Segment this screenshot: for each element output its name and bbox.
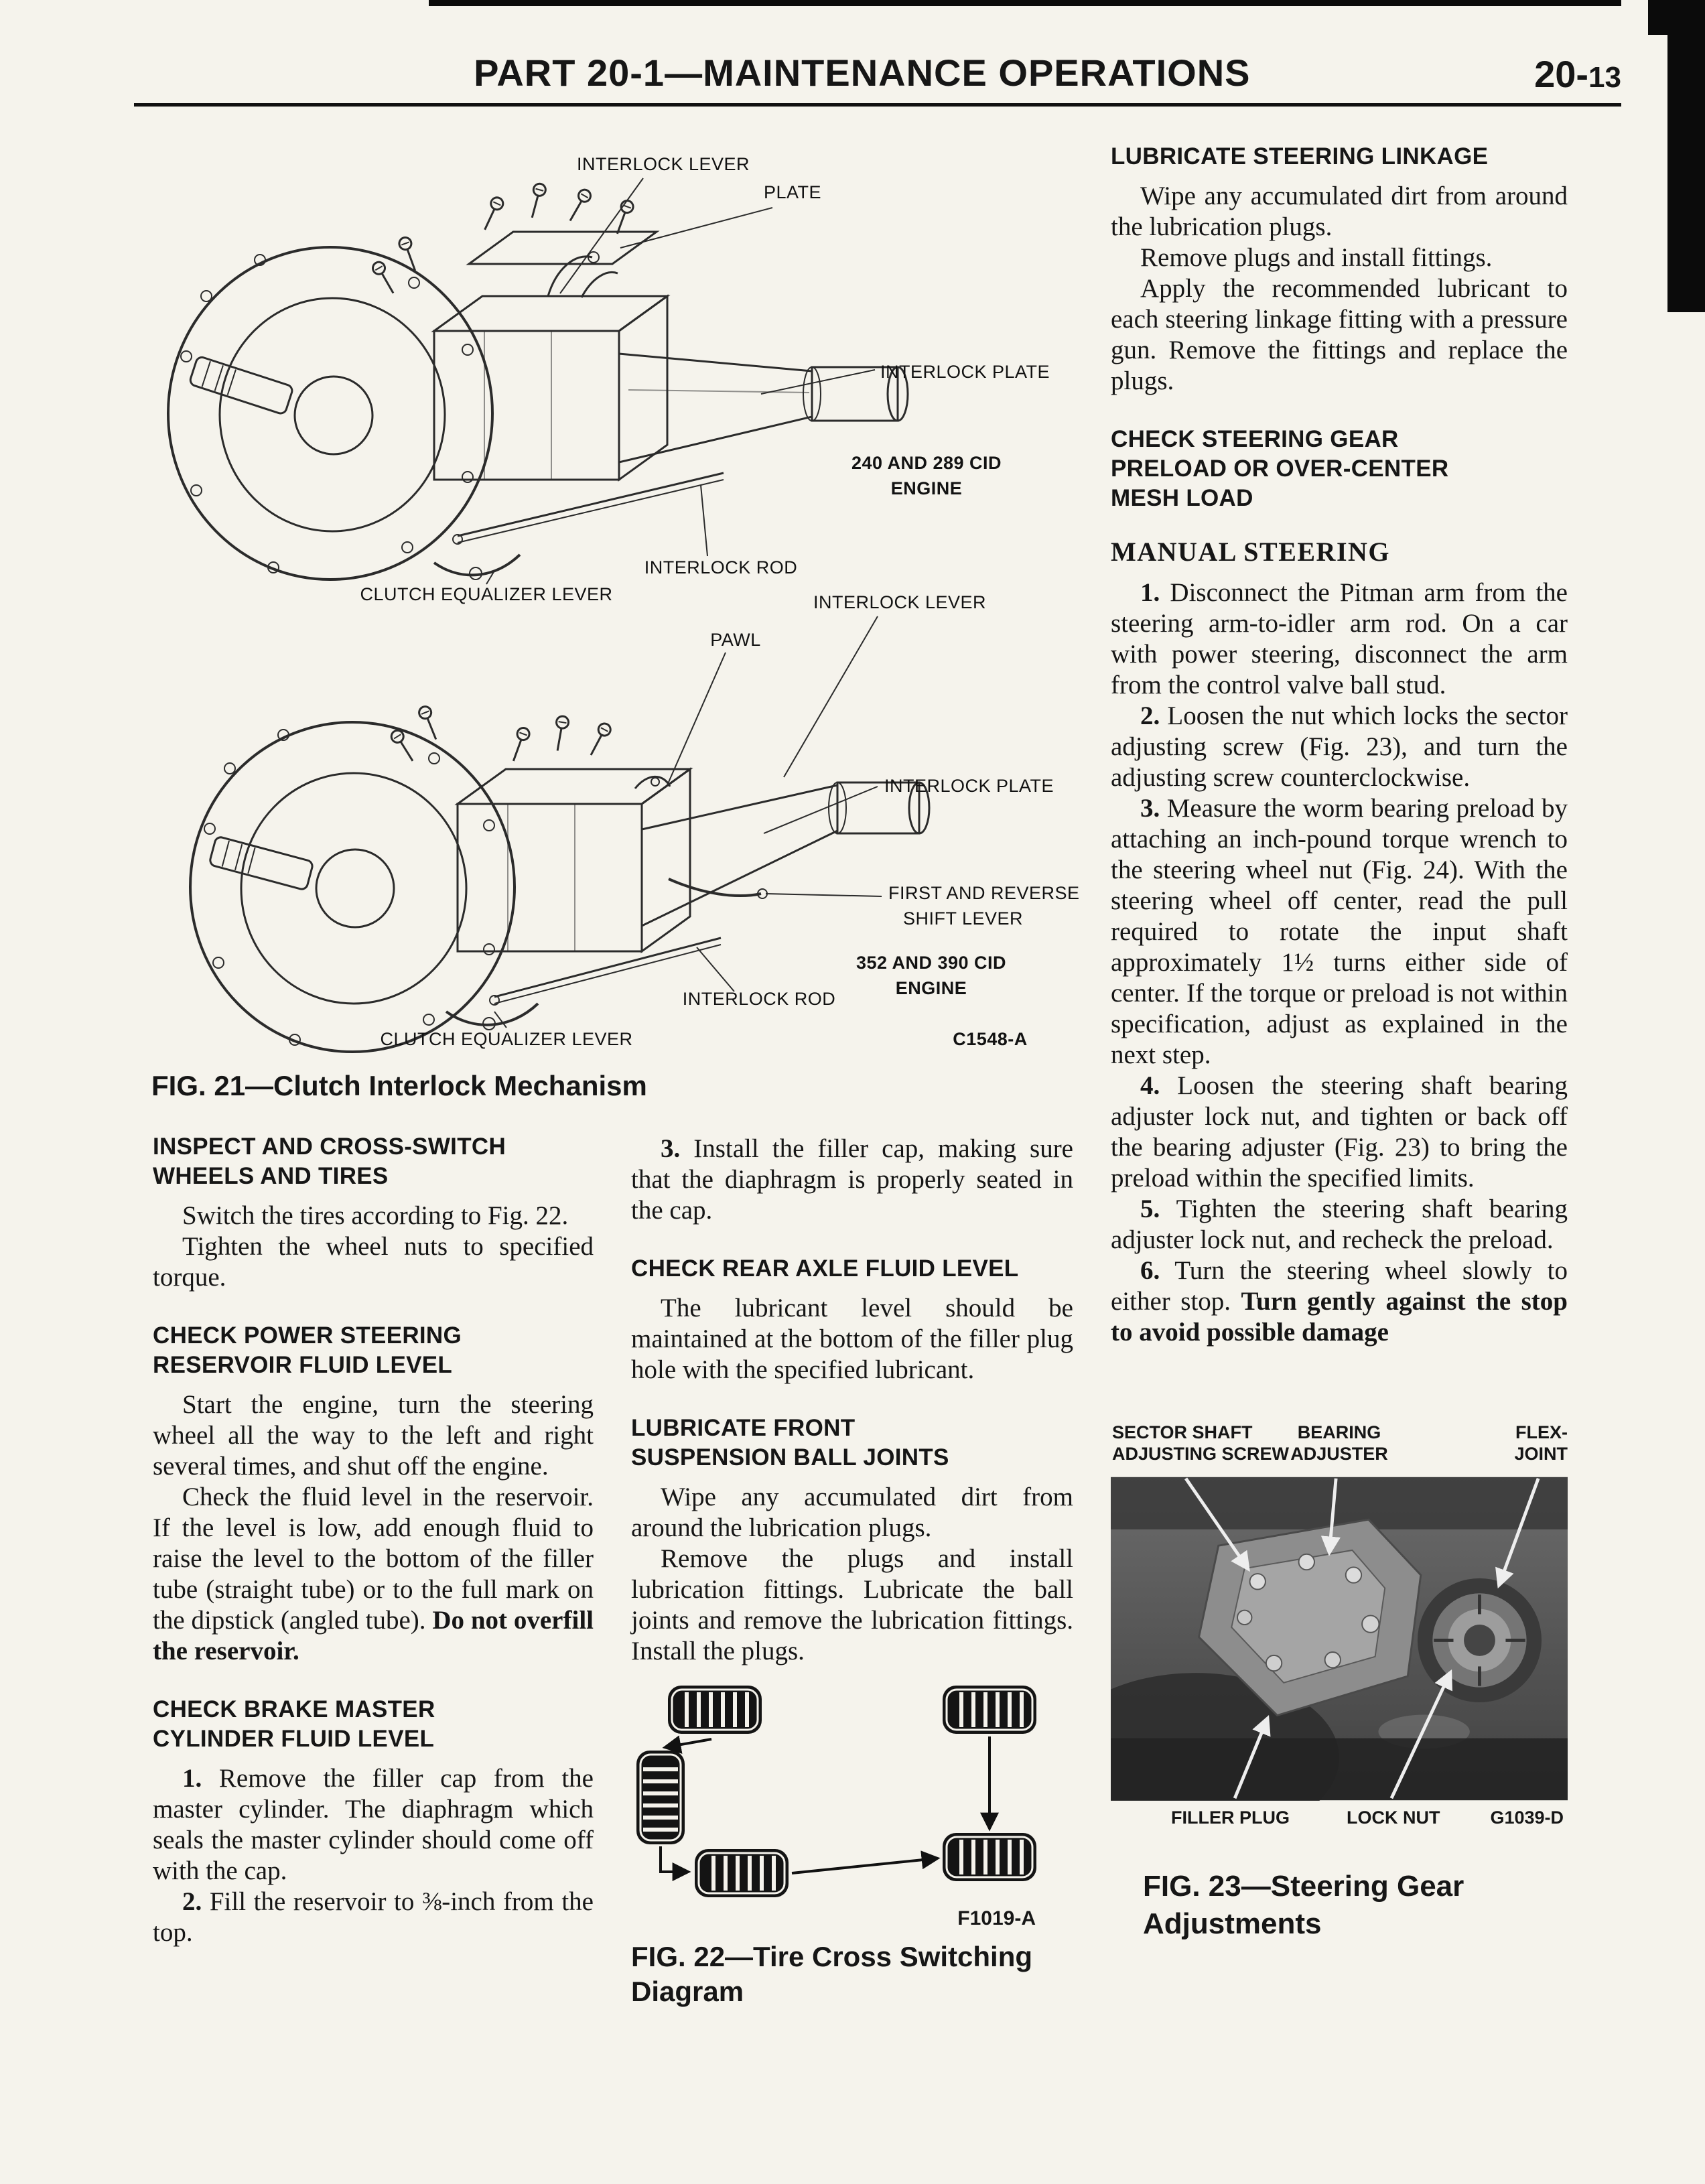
flex-joint-part: [1418, 1578, 1542, 1702]
steering-gear-photo: [1111, 1477, 1568, 1801]
fig21-label-engine-bottom-line2: ENGINE: [895, 978, 967, 998]
figure-23: [1111, 1422, 1568, 1943]
label-lock-nut: LOCK NUT: [1347, 1807, 1440, 1828]
step-number: 1.: [182, 1764, 202, 1793]
label-line: JOINT: [1514, 1444, 1568, 1464]
heading-inspect-cross-switch: [153, 1132, 594, 1191]
step-paragraph: [153, 1763, 594, 1887]
scan-artifact-right-strip: [1667, 0, 1705, 312]
label-line: ADJUSTER: [1290, 1444, 1388, 1464]
clutch-equalizer-part: [434, 555, 520, 579]
step-paragraph: [1111, 577, 1568, 701]
paragraph-text: Check the fluid level in the reservoir. If the level is low, add enough fluid to raise the level to the bottom of the filler tube (straight tube) or to the full mark on the dipstick (angled tube).: [153, 1483, 594, 1635]
paragraph-bold-text: Turn gently against the stop to avoid possible damage: [1111, 1287, 1568, 1347]
heading-line: PRELOAD OR OVER-CENTER: [1111, 456, 1449, 482]
paragraph: Start the engine, turn the steering wheel all the way to the left and right several times, and shut off the engine.: [153, 1390, 594, 1481]
fig21-label-engine-top-line2: ENGINE: [890, 478, 963, 498]
header-rule: [134, 103, 1621, 107]
paragraph: Remove the plugs and install lubrication fittings. Lubricate the ball joints and remove the lubrication fittings. Install the plugs.: [631, 1544, 1073, 1665]
heading-front-suspension-ball-joints: [631, 1414, 1073, 1473]
column-right: [1111, 142, 1568, 1943]
paragraph: The lubricant level should be maintained at the bottom of the filler plug hole with the specified lubricant.: [631, 1294, 1073, 1384]
paragraph-text: Tighten the steering shaft bearing adjuster lock nut, and recheck the preload.: [1111, 1195, 1568, 1254]
figure-23-caption: [1111, 1868, 1568, 1943]
heading-line: CHECK STEERING GEAR: [1111, 426, 1399, 452]
label-bearing-adjuster: [1290, 1422, 1388, 1464]
cover-plate: [370, 182, 657, 296]
paragraph: Switch the tires according to Fig. 22.: [182, 1201, 569, 1230]
fig21-label-interlock-lever-top: INTERLOCK LEVER: [576, 154, 750, 174]
step-number: 6.: [1140, 1256, 1160, 1285]
transmission-240-289: [168, 154, 1050, 604]
heading-line: INSPECT AND CROSS-SWITCH: [153, 1134, 506, 1160]
title-dash: —: [665, 52, 703, 94]
step-number: 4.: [1140, 1071, 1160, 1100]
paragraph-text: Loosen the steering shaft bearing adjuster lock nut, and tighten or back off the bearing adjuster (Fig. 23) to bring the preload within the specified limits.: [1111, 1071, 1568, 1192]
page-number-minor: 13: [1588, 61, 1621, 94]
caption-line: FIG. 22—Tire Cross Switching: [631, 1941, 1033, 1972]
heading-lubricate-steering-linkage: [1111, 142, 1568, 172]
label-line: FLEX-: [1515, 1422, 1568, 1442]
paragraph-text: Loosen the nut which locks the sector adjusting screw (Fig. 23), and turn the adjusting screw counterclockwise.: [1111, 701, 1568, 792]
step-number: 2.: [1140, 701, 1160, 730]
clutch-interlock-illustration: [119, 129, 1097, 1063]
heading-line: LUBRICATE STEERING LINKAGE: [1111, 143, 1489, 169]
paragraph-bold-text: Do not overfill the reservoir.: [153, 1606, 594, 1665]
bell-housing-2: [190, 722, 515, 1052]
page-header: [134, 51, 1621, 99]
heading-line: CHECK POWER STEERING: [153, 1322, 462, 1349]
figure-22-code: F1019-A: [957, 1907, 1036, 1929]
paragraph: [153, 1482, 594, 1667]
paragraph: Tighten the wheel nuts to specified torque.: [153, 1232, 594, 1292]
paragraph: Wipe any accumulated dirt from around the lubrication plugs.: [631, 1483, 1073, 1542]
heading-line: CYLINDER FLUID LEVEL: [153, 1726, 435, 1752]
transmission-352-390: [190, 592, 1080, 1052]
scan-artifact-top-strip: [429, 0, 1621, 6]
fig21-label-clutch-equalizer-top: CLUTCH EQUALIZER LEVER: [360, 584, 613, 604]
paragraph-text: Turn the steering wheel slowly to either stop.: [1111, 1256, 1568, 1316]
heading-line: CHECK BRAKE MASTER: [153, 1696, 435, 1722]
figure-23-bottom-labels: [1111, 1807, 1568, 1833]
tire-rear-left: [695, 1849, 789, 1897]
figure-23-code: G1039-D: [1490, 1807, 1564, 1828]
leader-lines-bottom: [494, 616, 882, 1028]
column-left: [153, 1132, 594, 1948]
paragraph-text: Fill the reservoir to ⅜-inch from the top.: [153, 1887, 594, 1947]
paragraph-text: Disconnect the Pitman arm from the steering arm-to-idler arm rod. On a car with power steering, disconnect the arm from the control valve ball stud.: [1111, 578, 1568, 699]
interlock-lever-part: [548, 252, 618, 297]
fig21-label-interlock-rod-top: INTERLOCK ROD: [644, 557, 798, 577]
leader-lines-top: [486, 178, 875, 584]
heading-rear-axle-fluid: [631, 1254, 1073, 1284]
figure-22-caption: [631, 1939, 1073, 2009]
page-title: [474, 51, 1250, 94]
figure-21: [119, 129, 1097, 1103]
fig21-label-shift-lever-line1: FIRST AND REVERSE: [888, 883, 1080, 903]
step-paragraph: [1111, 1194, 1568, 1255]
heading-line: CHECK REAR AXLE FLUID LEVEL: [631, 1255, 1019, 1282]
step-paragraph: [153, 1887, 594, 1948]
step-paragraph: [1111, 1071, 1568, 1194]
caption-line: Adjustments: [1143, 1907, 1322, 1940]
input-shaft: [189, 356, 293, 415]
step-number: 3.: [661, 1134, 681, 1163]
heading-line: MESH LOAD: [1111, 485, 1253, 511]
heading-line: RESERVOIR FLUID LEVEL: [153, 1352, 453, 1378]
fig21-label-pawl: PAWL: [710, 630, 761, 650]
bell-housing: [168, 247, 492, 579]
label-sector-shaft-adjusting-screw: [1112, 1422, 1289, 1464]
step-number: 2.: [182, 1887, 202, 1916]
paragraph-text: Install the filler cap, making sure that the diaphragm is properly seated in the cap.: [631, 1134, 1073, 1225]
label-line: BEARING: [1297, 1422, 1381, 1442]
fig21-label-plate: PLATE: [763, 182, 822, 202]
step-paragraph: [1111, 701, 1568, 793]
label-filler-plug: FILLER PLUG: [1171, 1807, 1290, 1828]
label-flex-joint: [1514, 1422, 1568, 1464]
figure-21-caption: FIG. 21—Clutch Interlock Mechanism: [151, 1070, 647, 1101]
figure-23-top-labels: [1111, 1422, 1568, 1470]
step-paragraph: [1111, 1255, 1568, 1348]
page-number: [1534, 52, 1621, 96]
step-number: 5.: [1140, 1195, 1160, 1223]
interlock-rod-part: [453, 473, 724, 544]
clutch-equalizer-part-2: [446, 1004, 538, 1030]
tire-front-left: [668, 1686, 762, 1734]
heading-steering-gear-preload: [1111, 425, 1568, 513]
fig21-label-engine-top-line1: 240 AND 289 CID: [851, 453, 1002, 473]
step-number: 1.: [1140, 578, 1160, 607]
step-paragraph: [631, 1134, 1073, 1226]
fig21-code: C1548-A: [953, 1029, 1028, 1049]
heading-line: LUBRICATE FRONT: [631, 1415, 856, 1441]
tire-cross-switching-diagram: [631, 1680, 1073, 1905]
paragraph-text: Remove the filler cap from the master cylinder. The diaphragm which seals the master cylinder should come off with the cap.: [153, 1764, 594, 1885]
tire-spare: [636, 1751, 685, 1844]
part-number: PART 20-1: [474, 52, 665, 94]
fig21-label-interlock-plate-top: INTERLOCK PLATE: [880, 362, 1050, 382]
paragraph: Remove plugs and install fittings.: [1140, 243, 1493, 272]
figure-22: [631, 1680, 1073, 2009]
heading-brake-master-cylinder: [153, 1695, 594, 1754]
fig21-label-interlock-lever-bottom: INTERLOCK LEVER: [813, 592, 987, 612]
fig21-label-shift-lever-line2: SHIFT LEVER: [903, 908, 1024, 929]
tail-housing-2: [642, 782, 929, 926]
fig21-label-engine-bottom-line1: 352 AND 390 CID: [856, 953, 1007, 973]
tire-front-right: [943, 1686, 1036, 1734]
step-paragraph: [1111, 793, 1568, 1071]
paragraph: Wipe any accumulated dirt from around the lubrication plugs.: [1111, 182, 1568, 241]
fig21-label-clutch-equalizer-bottom: CLUTCH EQUALIZER LEVER: [380, 1029, 633, 1049]
tire-rear-right: [943, 1833, 1036, 1881]
section-title: MAINTENANCE OPERATIONS: [703, 52, 1251, 94]
heading-line: WHEELS AND TIRES: [153, 1163, 389, 1189]
label-line: SECTOR SHAFT: [1112, 1422, 1253, 1442]
input-shaft-2: [209, 836, 314, 890]
heading-manual-steering: MANUAL STEERING: [1111, 537, 1391, 567]
tail-housing: [619, 354, 908, 462]
fig21-label-interlock-rod-bottom: INTERLOCK ROD: [682, 989, 836, 1009]
fig21-label-interlock-plate-bottom: INTERLOCK PLATE: [884, 776, 1054, 796]
step-number: 3.: [1140, 794, 1160, 823]
caption-line: FIG. 23—Steering Gear: [1143, 1870, 1464, 1903]
gear-case: [434, 296, 667, 480]
caption-line: Diagram: [631, 1976, 744, 2007]
paragraph: Apply the recommended lubricant to each steering linkage fitting with a pressure gun. Remove the fittings and replace the plugs.: [1111, 274, 1568, 395]
column-middle: [631, 1134, 1073, 2009]
page-number-major: 20-: [1534, 53, 1589, 95]
paragraph-text: Measure the worm bearing preload by attaching an inch-pound torque wrench to the steering wheel nut (Fig. 24). With the steering wheel off center, read the pull required to rotate the input shaft approximately 1½ turns either side of center. If the torque or preload is not within specification, adjust as explained in the next step.: [1111, 794, 1568, 1069]
label-line: ADJUSTING SCREW: [1112, 1444, 1290, 1464]
heading-power-steering-fluid: [153, 1321, 594, 1380]
heading-line: SUSPENSION BALL JOINTS: [631, 1444, 949, 1471]
